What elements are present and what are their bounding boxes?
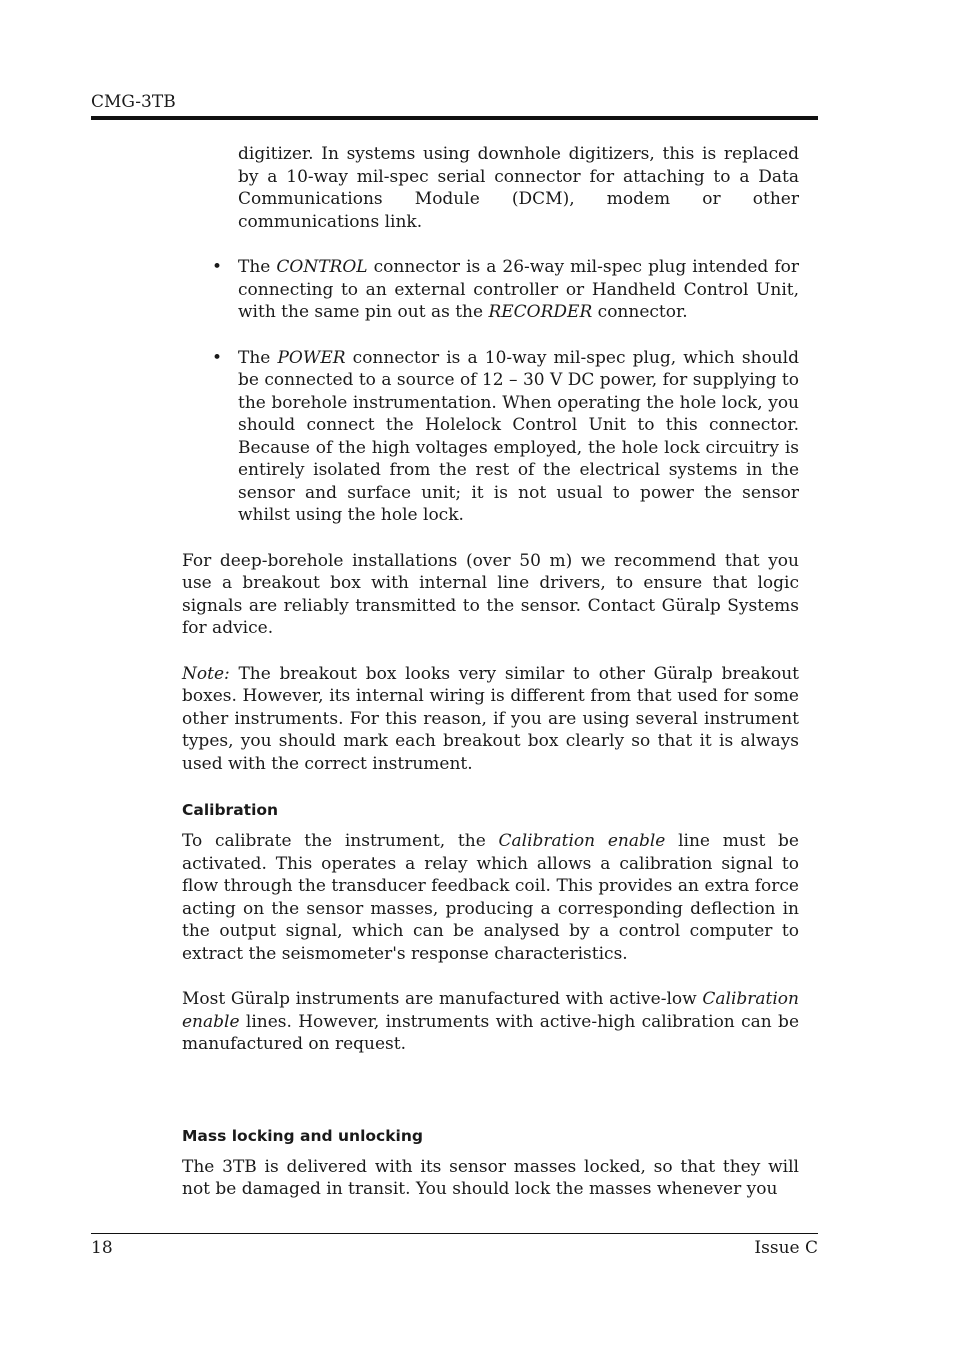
deep-borehole-paragraph: For deep-borehole installations (over 50 m) we recommend that you use a breakout box with internal line drivers, to ensure that logic signals are reliably transmitted to the sensor. Contact Güralp Systems for advice.	[182, 550, 799, 638]
recorder-term: RECORDER	[488, 302, 593, 322]
bullet-power-connector: • The POWER connector is a 10-way mil-spec plug, which should be connected to a source of 12 – 30 V DC power, for supplying to the borehole instrumentation. When operating the hole lock, you should connect the Holelock Control Unit to this connector. Because of the high voltages employed, the hole lock circuitry is entirely isolated from the rest of the electrical systems in the sensor and surface unit; it is not usual to power the sensor whilst using the hole lock.	[212, 347, 799, 525]
control-term: CONTROL	[276, 257, 368, 277]
running-header: CMG-3TB	[91, 92, 176, 112]
note-paragraph: Note: The breakout box looks very similar to other Güralp breakout boxes. However, its internal wiring is different from that used for some other instruments. For this reason, if you are using several instrument types, you should mark each breakout box clearly so that it is always used with the correct instrument.	[182, 663, 799, 774]
bullet-marker: •	[212, 257, 223, 277]
note-label: Note:	[182, 663, 230, 684]
page-number: 18	[91, 1238, 113, 1258]
calibration-heading: Calibration	[182, 801, 279, 819]
page-body	[182, 143, 799, 1201]
calibration-enable-term: Calibration enable	[498, 831, 666, 851]
footer-rule	[91, 1233, 818, 1234]
calibration-enable-term: Calibration enable	[182, 989, 799, 1032]
bullet-control-connector: • The CONTROL connector is a 26-way mil-spec plug intended for connecting to an external controller or Handheld Control Unit, with the same pin out as the RECORDER connector.	[212, 257, 799, 322]
continuation-paragraph: digitizer. In systems using downhole digitizers, this is replaced by a 10-way mil-spec serial connector for attaching to a Data Communications Module (DCM), modem or other communications link.	[238, 144, 799, 232]
power-term: POWER	[277, 347, 346, 368]
calibration-paragraph-2: Most Güralp instruments are manufactured with active-low Calibration enable lines. However, instruments with active-high calibration can be manufactured on request.	[182, 989, 799, 1054]
mass-locking-paragraph: The 3TB is delivered with its sensor masses locked, so that they will not be damaged in transit. You should lock the masses whenever you	[182, 1156, 799, 1199]
calibration-paragraph-1: To calibrate the instrument, the Calibration enable line must be activated. This operates a relay which allows a calibration signal to flow through the transducer feedback coil. This provides an extra force acting on the sensor masses, producing a corresponding deflection in the output signal, which can be analysed by a control computer to extract the seismometer's response characteristics.	[182, 831, 799, 964]
issue-label: Issue C	[754, 1238, 818, 1258]
mass-locking-heading: Mass locking and unlocking	[182, 1126, 423, 1145]
bullet-marker: •	[212, 347, 223, 368]
header-rule	[91, 116, 818, 120]
